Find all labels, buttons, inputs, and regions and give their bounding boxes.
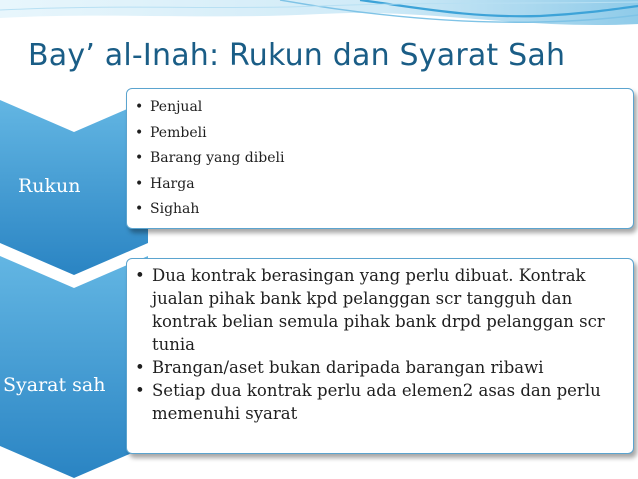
- list-item-text: Harga: [150, 175, 195, 192]
- bullet-icon: •: [135, 175, 144, 192]
- list-item-text: Setiap dua kontrak perlu ada elemen2 asas dan perlu memenuhi syarat: [152, 381, 601, 423]
- bullet-icon: •: [135, 124, 144, 141]
- list-item-text: Barang yang dibeli: [150, 150, 285, 166]
- bullet-icon: •: [135, 150, 144, 166]
- chevron-label-rukun: Rukun: [18, 175, 81, 197]
- bullet-icon: •: [135, 381, 145, 400]
- syarat-sah-list: [135, 264, 625, 425]
- top-wave-decoration: [0, 0, 638, 40]
- list-item-text: Dua kontrak berasingan yang perlu dibuat. Kontrak jualan pihak bank kpd pelanggan scr tangguh dan kontrak belian semula pihak bank drpd pelanggan scr tunia: [152, 266, 605, 354]
- list-item-text: Penjual: [150, 99, 203, 115]
- panel-syarat-sah: [126, 258, 634, 454]
- bullet-icon: •: [135, 266, 145, 285]
- list-item: [135, 356, 625, 379]
- rukun-list: [135, 95, 633, 223]
- bullet-icon: •: [135, 201, 144, 217]
- list-item: [135, 172, 633, 198]
- list-item: [135, 379, 625, 425]
- bullet-icon: •: [135, 358, 145, 377]
- slide-title: Bay’ al-Inah: Rukun dan Syarat Sah: [28, 38, 566, 73]
- list-item: [135, 95, 633, 121]
- list-item: [135, 146, 633, 172]
- bullet-icon: •: [135, 99, 144, 115]
- list-item-text: Pembeli: [150, 124, 207, 141]
- list-item-text: Sighah: [150, 201, 200, 217]
- list-item: [135, 121, 633, 147]
- list-item: [135, 197, 633, 223]
- list-item: [135, 264, 625, 356]
- chevron-label-syarat-sah: Syarat sah: [3, 374, 106, 396]
- panel-rukun: [126, 88, 634, 229]
- list-item-text: Brangan/aset bukan daripada barangan ribawi: [152, 358, 544, 377]
